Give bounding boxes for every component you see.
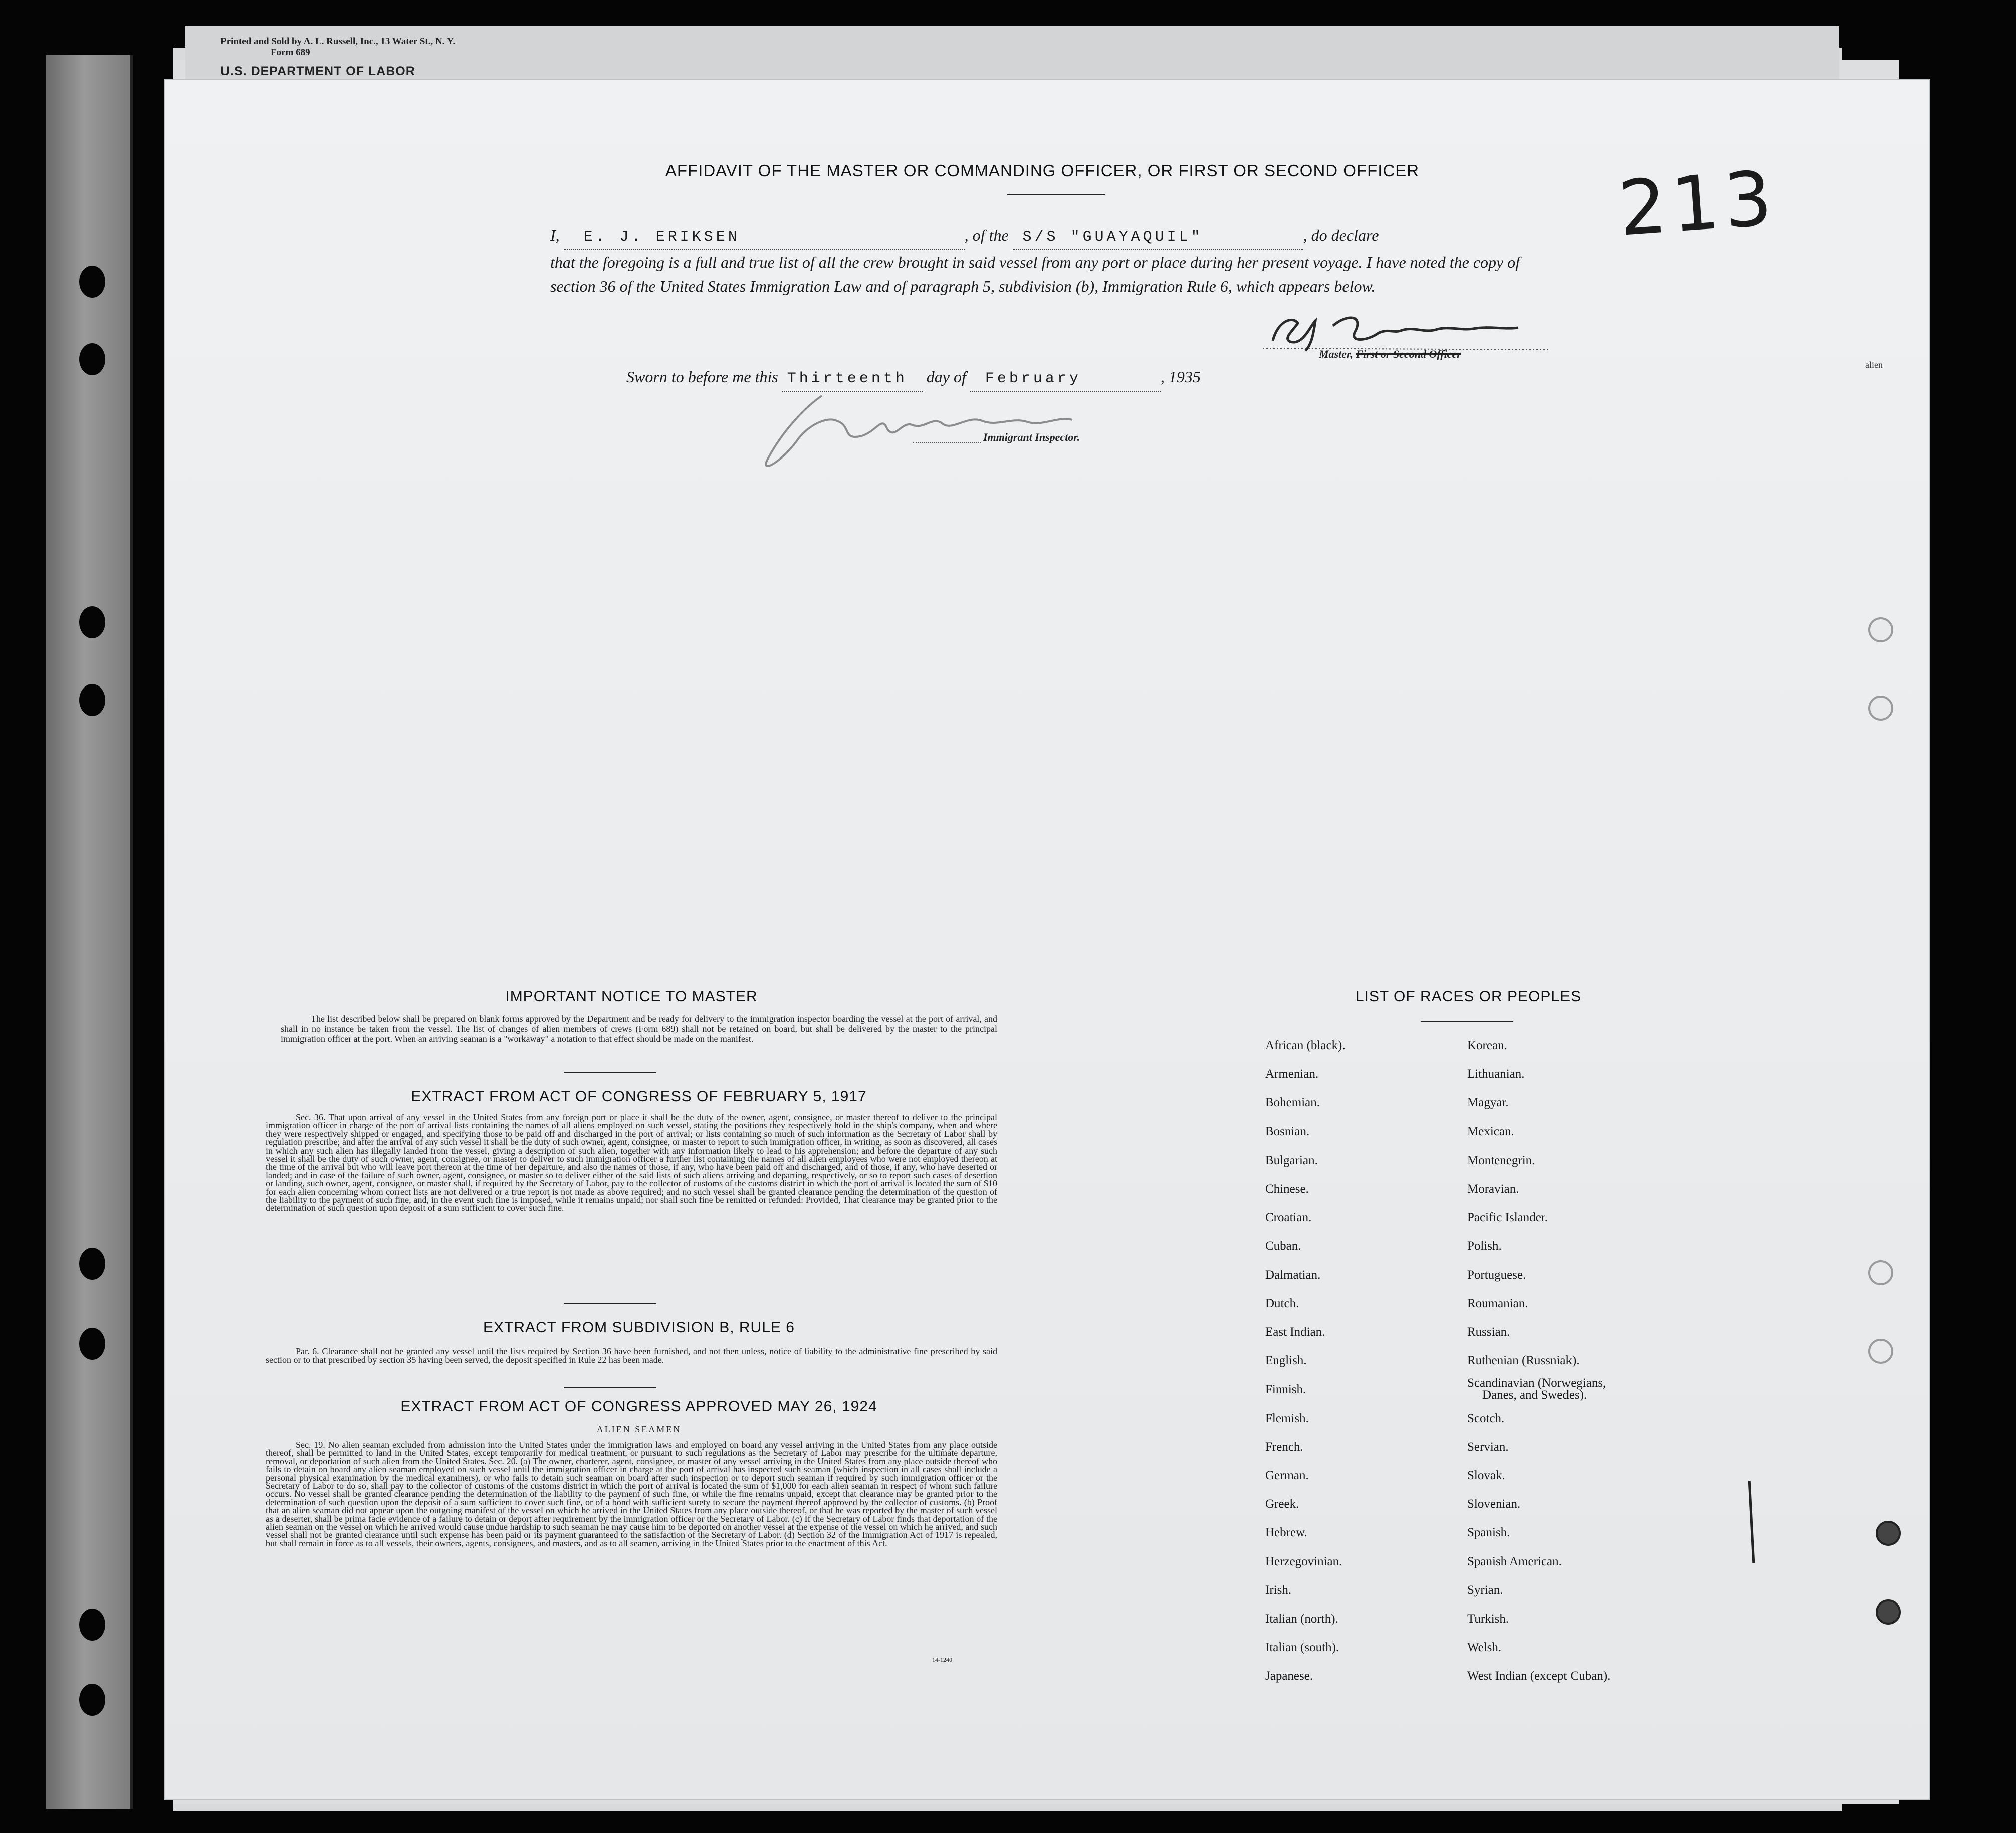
race-item: Armenian. [1265,1067,1319,1081]
punch-hole [1868,1260,1893,1285]
day-of-label: day of [926,368,966,386]
race-item: Montenegrin. [1467,1153,1535,1167]
race-item: Herzegovinian. [1265,1554,1342,1568]
race-item: Syrian. [1467,1583,1503,1597]
master-name-field: E. J. ERIKSEN [564,225,965,250]
races-right-column [1467,1031,1610,1691]
race-item: Italian (south). [1265,1641,1339,1655]
extract-1924-title: EXTRACT FROM ACT OF CONGRESS APPROVED MAY 26, 1924 [400,1398,877,1415]
race-item: Bohemian. [1265,1096,1320,1110]
race-item: Servian. [1467,1440,1509,1454]
i-label: I, [550,226,560,244]
race-item: Moravian. [1467,1182,1519,1196]
do-declare-label: , do declare [1303,226,1379,244]
race-item: Slovak. [1467,1469,1505,1483]
extract-1924-text: Sec. 19. No alien seaman excluded from admission into the United States under the immigration laws and employed on board any vessel arriving in the United States from any place outside thereof, shall be permitted to land in the United States, except temporarily for medical treatment, or pursuant to such regulations as the Secretary of Labor may prescribe for the ultimate departure, removal, or deportation of such alien from the United States. Sec. 20. (a) The owner, charterer, agent, consignee, or master of any vessel arriving in the United States from any place outside thereof who fails to detain on board any alien seaman employed on such vessel until the immigration officer in charge at the port of arrival has inspected such seaman (which inspection in all cases shall include a personal physical examination by the medical examiners), or who fails to detain such seaman on board after such inspection or to deport such seaman if required by such immigration officer or the Secretary of Labor to do so, shall pay to the collector of customs of the customs district in which the port of arrival is located the sum of $1,000 for each alien seaman in respect of whom such failure occurs. No vessel shall be granted clearance pending the determination of the liability to the payment of such fine, or while the fine remains unpaid, except that clearance may be granted prior to the determination of such question upon the deposit of a sum sufficient to cover such fine, or of a bond with sufficient surety to secure the payment thereof approved by the collector of customs. (b) Proof that an alien seaman did not appear upon the outgoing manifest of the vessel on which he arrived in the United States from any place outside thereof, or that he was reported by the master of such vessel as a deserter, shall be prima facie evidence of a failure to detain or deport after requirement by the immigration officer or the Secretary of Labor. (c) If the Secretary of Labor finds that deportation of the alien seaman on the vessel on which he arrived would cause undue hardship to such seaman he may cause him to be deported on another vessel at the expense of the vessel on which he arrived, and such vessel shall not be granted clearance until such expense has been paid or its payment guaranteed to the satisfaction of the Secretary of Labor. (d) Section 32 of the Immigration Act of 1917 is repealed, but shall remain in force as to all vessels, their owners, agents, consignees, and masters, and as to all seamen, arriving in the United States prior to the enactment of this Act. [266,1440,997,1548]
race-item: Spanish. [1467,1526,1510,1540]
race-item: Irish. [1265,1583,1292,1597]
race-item: Lithuanian. [1467,1067,1525,1081]
race-item: Welsh. [1467,1641,1502,1655]
race-item: English. [1265,1354,1307,1368]
race-item: Finnish. [1265,1383,1306,1397]
form-code: 14-1240 [932,1656,952,1663]
race-item: Flemish. [1265,1411,1309,1425]
race-item: Korean. [1467,1039,1507,1052]
section-rule [564,1303,656,1304]
side-note: alien [1865,360,1883,370]
sworn-day-field: Thirteenth [782,367,923,392]
races-left-column [1265,1031,1346,1691]
extract-rule6-title: EXTRACT FROM SUBDIVISION B, RULE 6 [483,1319,795,1336]
vessel-name-field: S/S "GUAYAQUIL" [1013,225,1303,250]
extract-1917-title: EXTRACT FROM ACT OF CONGRESS OF FEBRUARY 5, 1917 [411,1088,867,1105]
of-the-label: , of the [964,226,1009,244]
affidavit-title: AFFIDAVIT OF THE MASTER OR COMMANDING OFFICER, OR FIRST OR SECOND OFFICER [665,161,1420,180]
extract-1917-text: Sec. 36. That upon arrival of any vessel in the United States from any foreign port or place it shall be the duty of the owner, agent, consignee, or master thereof to deliver to the principal immigration officer in charge of the port of arrival lists containing the names of all aliens employed on such vessel, stating the positions they respectively hold in the ship's company, when and where they were respectively shipped or engaged, and specifying those to be paid off and discharged in the port of arrival; or lists containing so much of such information as the Secretary of Labor shall by regulation prescribe; and after the arrival of any such vessel it shall be the duty of such owner, agent, consignee, or master to report to such immigration officer, in writing, as soon as discovered, all cases in which any such alien has illegally landed from the vessel, giving a description of such alien, together with any information likely to lead to his apprehension; and before the departure of any such vessel it shall be the duty of such owner, agent, consignee, or master to deliver to such immigration officer a further list containing the names of all alien employees who were not employed thereon at the time of the arrival but who will leave port thereon at the time of her departure, and also the names of those, if any, who have been paid off and discharged, and of those, if any, who have deserted or landed; and in case of the failure of such owner, agent, consignee, or master so to deliver either of the said lists of such aliens arriving and departing, respectively, or so to report such cases of desertion or landing, such owner, agent, consignee, or master shall, if required by the Secretary of Labor, pay to the collector of customs of the customs district in which the port of arrival is located the sum of $10 for each alien concerning whom correct lists are not delivered or a true report is not made as above required; and no such vessel shall be granted clearance pending the determination of the question of the liability to the payment of such fine, and, in the event such fine is imposed, while it remains unpaid; nor shall such fine be remitted or refunded: Provided, That clearance may be granted prior to the determination of such question upon deposit of a sum sufficient to cover such fine. [266,1112,997,1213]
printer-line: Printed and Sold by A. L. Russell, Inc., 13 Water St., N. Y. [220,36,456,47]
race-item: Cuban. [1265,1239,1301,1253]
race-item: Ruthenian (Russniak). [1467,1354,1580,1368]
extract-rule6-text: Par. 6. Clearance shall not be granted any vessel until the lists required by Section 36 have been furnished, and not then unless, notice of liability to the administrative fine prescribed by said section or to that prescribed by section 35 having been served, the deposit specified in Rule 22 has been made. [266,1346,997,1365]
title-rule [1007,194,1105,195]
race-item: Spanish American. [1467,1554,1562,1568]
notice-text: The list described below shall be prepared on blank forms approved by the Department and be ready for delivery to the immigration inspector boarding the vessel at the port of arrival, and shall in no instance be taken from the vessel. The list of changes of alien members of crews (Form 689) shall not be retained on board, but shall be delivered by the master to the principal immigration officer at the port. When an arriving seaman is a "workaway" a notation to that effect should be made on the manifest. [281,1014,997,1044]
race-item: Portuguese. [1467,1268,1526,1282]
race-item: Chinese. [1265,1182,1309,1196]
punch-hole [1868,696,1893,721]
punch-hole [1868,1339,1893,1364]
notice-title: IMPORTANT NOTICE TO MASTER [505,988,758,1005]
race-item-continuation: Danes, and Swedes). [1482,1388,1587,1402]
race-item: Russian. [1467,1325,1510,1339]
year-prefix: , 19 [1160,368,1185,386]
section-rule [564,1072,656,1073]
race-item: Dalmatian. [1265,1268,1321,1282]
race-item: Croatian. [1265,1211,1312,1225]
race-item: Slovenian. [1467,1497,1521,1511]
inspector-signature-line [913,441,981,443]
binder-hole [79,343,105,375]
sworn-year-field: 35 [1184,368,1201,386]
race-item: Roumanian. [1467,1296,1528,1310]
declaration-body: that the foregoing is a full and true list of all the crew brought in said vessel from any port or place during her present voyage. I have noted the copy of section 36 of the United States Immigration Law and of paragraph 5, subdivision (b), Immigration Rule 6, which appears below. [550,253,1520,295]
punch-hole [1868,617,1893,642]
punch-hole [1876,1521,1901,1546]
race-item: East Indian. [1265,1325,1325,1339]
race-item: Greek. [1265,1497,1299,1511]
race-item: Italian (north). [1265,1612,1338,1626]
races-rule [1421,1021,1513,1022]
race-item: Japanese. [1265,1669,1313,1683]
race-item: African (black). [1265,1039,1346,1052]
race-item: Mexican. [1467,1124,1514,1138]
race-item: Magyar. [1467,1096,1509,1110]
race-item: Turkish. [1467,1612,1509,1626]
race-item: Bulgarian. [1265,1153,1318,1167]
race-item: Hebrew. [1265,1526,1307,1540]
alien-seamen-subtitle: ALIEN SEAMEN [596,1424,682,1434]
struck-officer-label: First or Second Officer [1356,348,1461,360]
sworn-month-field: February [970,367,1161,392]
race-item: French. [1265,1440,1303,1454]
section-rule [564,1387,656,1388]
department-name: U.S. DEPARTMENT OF LABOR [220,64,415,78]
master-label: Master, [1319,348,1353,360]
race-item: Bosnian. [1265,1124,1310,1138]
binder-hole [79,266,105,298]
inspector-label: Immigrant Inspector. [983,431,1080,443]
binder-hole [79,606,105,638]
race-item-multiline [1467,1375,1610,1404]
race-item: Scandinavian (Norwegians, [1467,1376,1606,1390]
binder-spine [46,55,133,1809]
binder-hole [79,1328,105,1360]
race-item: Polish. [1467,1239,1502,1253]
race-item: Scotch. [1467,1411,1505,1425]
race-item: Dutch. [1265,1296,1299,1310]
affidavit-statement [550,223,1537,298]
binder-hole [79,1684,105,1716]
master-label-line [1319,348,1461,361]
race-item: Pacific Islander. [1467,1211,1548,1225]
form-number: Form 689 [271,47,310,58]
page-number: 213 [1616,155,1780,253]
binder-hole [79,1248,105,1280]
binder-hole [79,684,105,716]
declaration-line [550,223,1537,250]
binder-hole [79,1609,105,1641]
punch-hole [1876,1599,1901,1625]
race-item: German. [1265,1469,1309,1483]
race-item: West Indian (except Cuban). [1467,1669,1611,1683]
races-title: LIST OF RACES OR PEOPLES [1355,988,1582,1005]
sworn-label: Sworn to before me this [626,368,778,386]
printer-credit [220,36,455,58]
